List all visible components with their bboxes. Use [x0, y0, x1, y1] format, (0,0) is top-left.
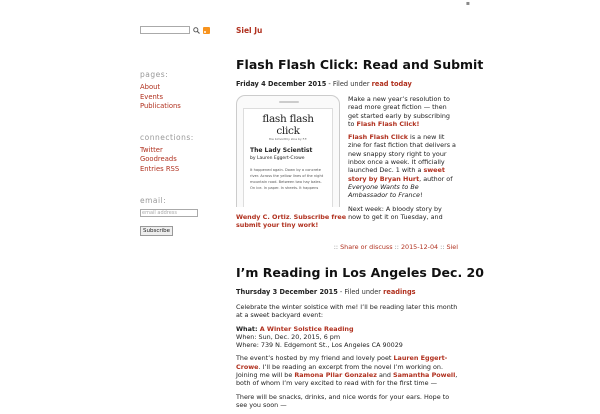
link-submit[interactable]: submit your tiny work!: [236, 221, 319, 230]
sidebar-link-publications[interactable]: Publications: [140, 102, 181, 111]
event-where: Where: 739 N. Edgemont St., Los Angeles CA 90029: [236, 341, 403, 350]
post-meta: Thursday 3 December 2015 - Filed under readings: [236, 288, 416, 296]
post-date-link[interactable]: 2015-12-04: [400, 243, 439, 252]
link-wendy-ortiz[interactable]: Wendy C. Ortiz: [236, 212, 290, 221]
phone-speaker: [279, 101, 299, 103]
story-byline: by Lauren Eggert-Crowe: [250, 156, 305, 161]
link-flash-flash-click[interactable]: Flash Flash Click!: [356, 119, 420, 128]
rss-icon[interactable]: [203, 27, 210, 34]
event-details: What: A Winter Solstice Reading When: Sun, Dec. 20, 2015, 6 pm Where: 739 N. Edgemont St., Los Angeles CA 90029: [236, 324, 403, 350]
phone-image: [236, 95, 340, 207]
subscribe-button[interactable]: Subscribe: [140, 226, 173, 236]
paragraph-next-week: Next week: A bloody story by Wendy C. Ortiz. Subscribe free now to get it on Tuesday, and submit your tiny work!: [236, 204, 443, 230]
search-icon[interactable]: [193, 27, 200, 34]
post-footer: :: Share or discuss :: 2015-12-04 :: Siel: [333, 243, 458, 252]
sidebar-link-twitter[interactable]: Twitter: [140, 145, 163, 154]
paragraph-about: Flash Flash Click is a new lit zine for fast fiction that delivers a new snappy story right to your inbox once a week. It officially launched Dec. 1 with a sweet story by Bryan Hurt, author of Everyone Wants to Be Ambassador to France!: [348, 133, 456, 200]
post-date: Friday 4 December 2015: [236, 80, 327, 88]
paragraph-closing: There will be snacks, drinks, and nice words for your ears. Hope to see you soon —: [236, 392, 450, 409]
link-subscribe-free[interactable]: Subscribe free: [293, 212, 347, 221]
story-excerpt: It happened again. Down by a concrete river. Across the yellow lines of the night mountain road. Between two hay bales. On ice. In paper. In sheets. It happens: [250, 168, 324, 190]
pages-heading: pages:: [140, 70, 169, 79]
email-heading: email:: [140, 195, 167, 205]
search-input[interactable]: [140, 26, 190, 34]
post-title[interactable]: Flash Flash Click: Read and Submit: [236, 57, 484, 72]
post-date: Thursday 3 December 2015: [236, 288, 338, 296]
sidebar-link-rss[interactable]: Entries RSS: [140, 164, 180, 173]
paragraph-intro: Celebrate the winter solstice with me! I’ll be reading later this month at a sweet backyard event:: [236, 303, 458, 320]
post-reading-la: [236, 265, 484, 414]
zine-logo: flash flash click: [262, 113, 314, 137]
link-ramona[interactable]: Ramona Pilar Gonzalez: [294, 371, 377, 380]
sidebar-link-goodreads[interactable]: Goodreads: [140, 155, 177, 164]
event-when: When: Sun, Dec. 20, 2015, 6 pm: [236, 332, 341, 341]
category-link[interactable]: readings: [383, 288, 416, 296]
link-lauren[interactable]: Lauren Eggert-Crowe: [236, 354, 448, 371]
sidebar: [140, 26, 210, 236]
link-event[interactable]: A Winter Solstice Reading: [259, 324, 354, 333]
email-section: [140, 196, 210, 236]
sidebar-link-events[interactable]: Events: [140, 92, 164, 101]
link-zine[interactable]: Flash Flash Click: [348, 133, 409, 142]
book-title: Everyone Wants to Be Ambassador to France: [348, 182, 420, 200]
email-field[interactable]: email address: [140, 209, 198, 217]
site-title[interactable]: Siel Ju: [236, 26, 263, 35]
sidebar-link-about[interactable]: About: [140, 83, 161, 91]
link-samantha[interactable]: Samantha Powell: [393, 371, 456, 380]
top-mark: ▪: [465, 0, 470, 7]
pages-section: [140, 70, 210, 112]
search-row: [140, 26, 210, 34]
post-meta: [236, 80, 458, 88]
phone-screen: [243, 108, 333, 207]
post-flash-flash-click: [236, 57, 484, 252]
filed-under-text: - Filed under: [326, 80, 372, 88]
post-title[interactable]: I’m Reading in Los Angeles Dec. 20: [236, 265, 484, 280]
paragraph-intro: Make a new year’s resolution to read more great fiction — then get started early by subscribing to Flash Flash Click!: [348, 95, 450, 128]
category-link[interactable]: read today: [371, 80, 412, 88]
author-link[interactable]: Siel: [446, 243, 458, 252]
paragraph-host: The event’s hosted by my friend and lovely poet Lauren Eggert-Crowe. I’ll be reading an excerpt from the novel I’m working on. Joining me will be Ramona Pilar Gonzalez and Samantha Powell, both of whom I’m very excited to read with for the first time —: [236, 354, 458, 388]
zine-tagline: the bimonthly zine by F.F.: [268, 137, 308, 141]
link-bryan-hurt-story[interactable]: sweet story by Bryan Hurt: [348, 166, 445, 183]
connections-section: [140, 133, 210, 175]
share-discuss-link[interactable]: Share or discuss: [340, 243, 393, 252]
story-title: The Lady Scientist: [250, 147, 313, 154]
connections-heading: connections:: [140, 132, 194, 142]
